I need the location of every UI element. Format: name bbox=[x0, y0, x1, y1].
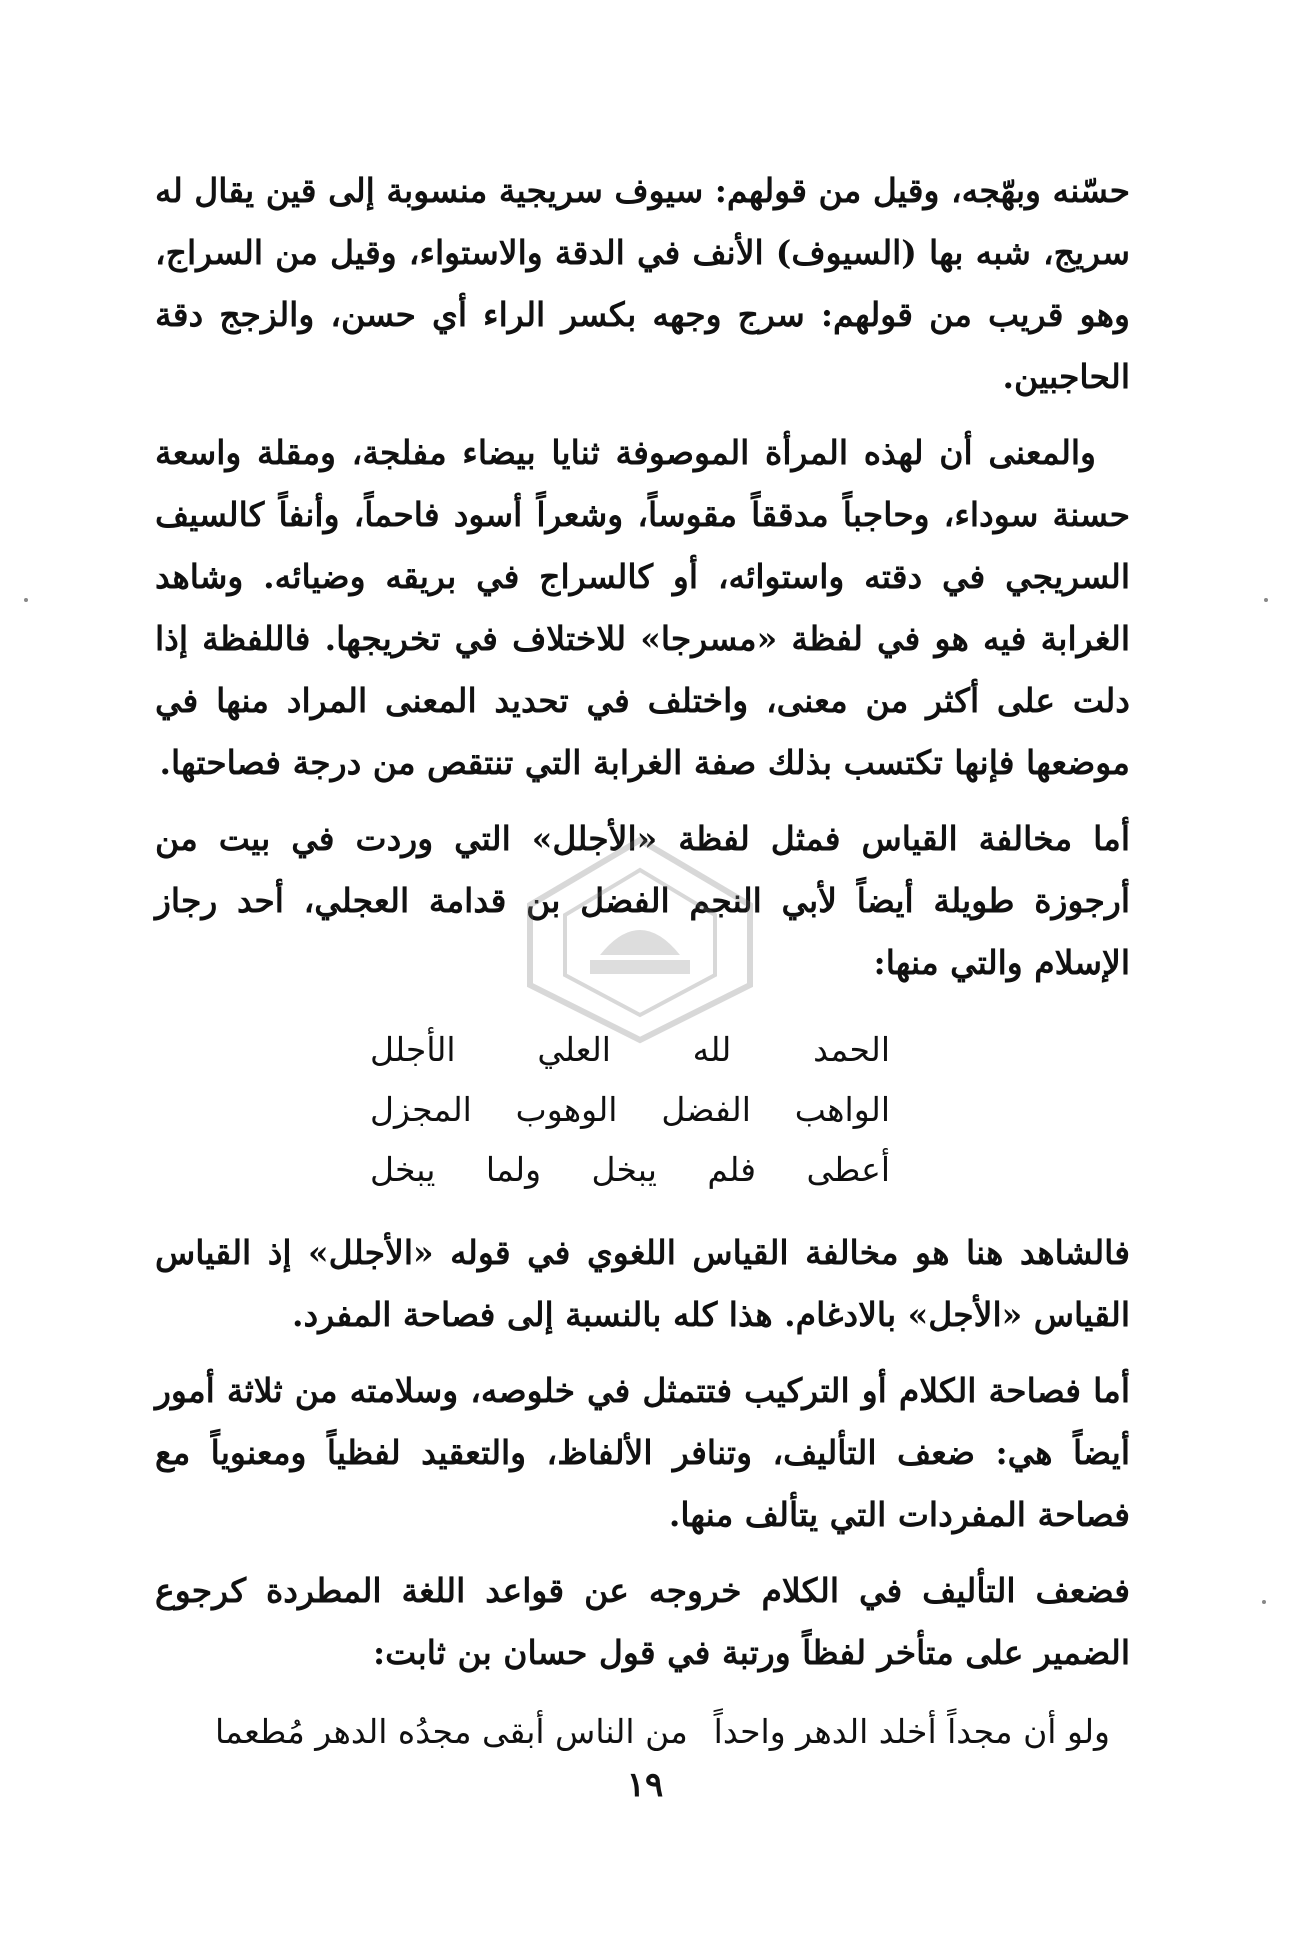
page-number: ١٩ bbox=[626, 1765, 664, 1805]
paragraph-6: فضعف التأليف في الكلام خروجه عن قواعد اللغة المطردة كرجوع الضمير على متأخر لفظاً ورتبة في قول حسان بن ثابت: bbox=[155, 1571, 1130, 1672]
document-page bbox=[155, 160, 1130, 1762]
paragraph-5: أما فصاحة الكلام أو التركيب فتتمثل في خلوصه، وسلامته من ثلاثة أمور أيضاً هي: ضعف التأليف، وتنافر الألفاظ، والتعقيد لفظياً ومعنوياً مع فصاحة المفردات التي يتألف منها. bbox=[155, 1371, 1130, 1534]
paragraph-4: فالشاهد هنا هو مخالفة القياس اللغوي في قوله «الأجلل» إذ القياس القياس «الأجل» بالادغام. هذا كله بالنسبة إلى فصاحة المفرد. bbox=[155, 1233, 1130, 1334]
paragraph-1: حسّنه وبهّجه، وقيل من قولهم: سيوف سريجية منسوبة إلى قين يقال له سريج، شبه بها (السيوف) الأنف في الدقة والاستواء، وقيل من السراج، وهو قريب من قولهم: سرج وجهه بكسر الراء أي حسن، والزجج دقة الحاجبين. bbox=[155, 171, 1130, 396]
scan-speck bbox=[24, 598, 28, 602]
scan-speck bbox=[1264, 598, 1268, 602]
paragraph-2: والمعنى أن لهذه المرأة الموصوفة ثنايا بيضاء مفلجة، ومقلة واسعة حسنة سوداء، وحاجباً مدققاً مقوساً، وشعراً أسود فاحماً، وأنفاً كالسيف السريجي في دقته واستوائه، أو كالسراج في بريقه وضيائه. وشاهد الغرابة فيه هو في لفظة «مسرجا» للاختلاف في تخريجها. فاللفظة إذا دلت على أكثر من معنى، واختلف في تحديد المعنى المراد منها في موضعها فإنها تكتسب بذلك صفة الغرابة التي تنتقص من درجة فصاحتها. bbox=[155, 433, 1130, 782]
scan-speck bbox=[1262, 1600, 1266, 1604]
verse-block bbox=[155, 1020, 1130, 1200]
couplet-second-hemistich: من الناس أبقى مجدُه الدهر مُطعما bbox=[215, 1712, 688, 1751]
paragraph-3: أما مخالفة القياس فمثل لفظة «الأجلل» التي وردت في بيت من أرجوزة طويلة أيضاً لأبي النجم الفضل بن قدامة العجلي، أحد رجاز الإسلام والتي منها: bbox=[155, 819, 1130, 982]
verse-line-1: الحمد لله العلي الأجلل bbox=[370, 1030, 890, 1069]
couplet-first-hemistich: ولو أن مجداً أخلد الدهر واحداً bbox=[713, 1712, 1110, 1751]
verse-line-2: الواهب الفضل الوهوب المجزل bbox=[370, 1090, 890, 1129]
verse-line-3: أعطى فلم يبخل ولما يبخل bbox=[370, 1150, 890, 1189]
poetry-couplet bbox=[155, 1702, 1130, 1762]
